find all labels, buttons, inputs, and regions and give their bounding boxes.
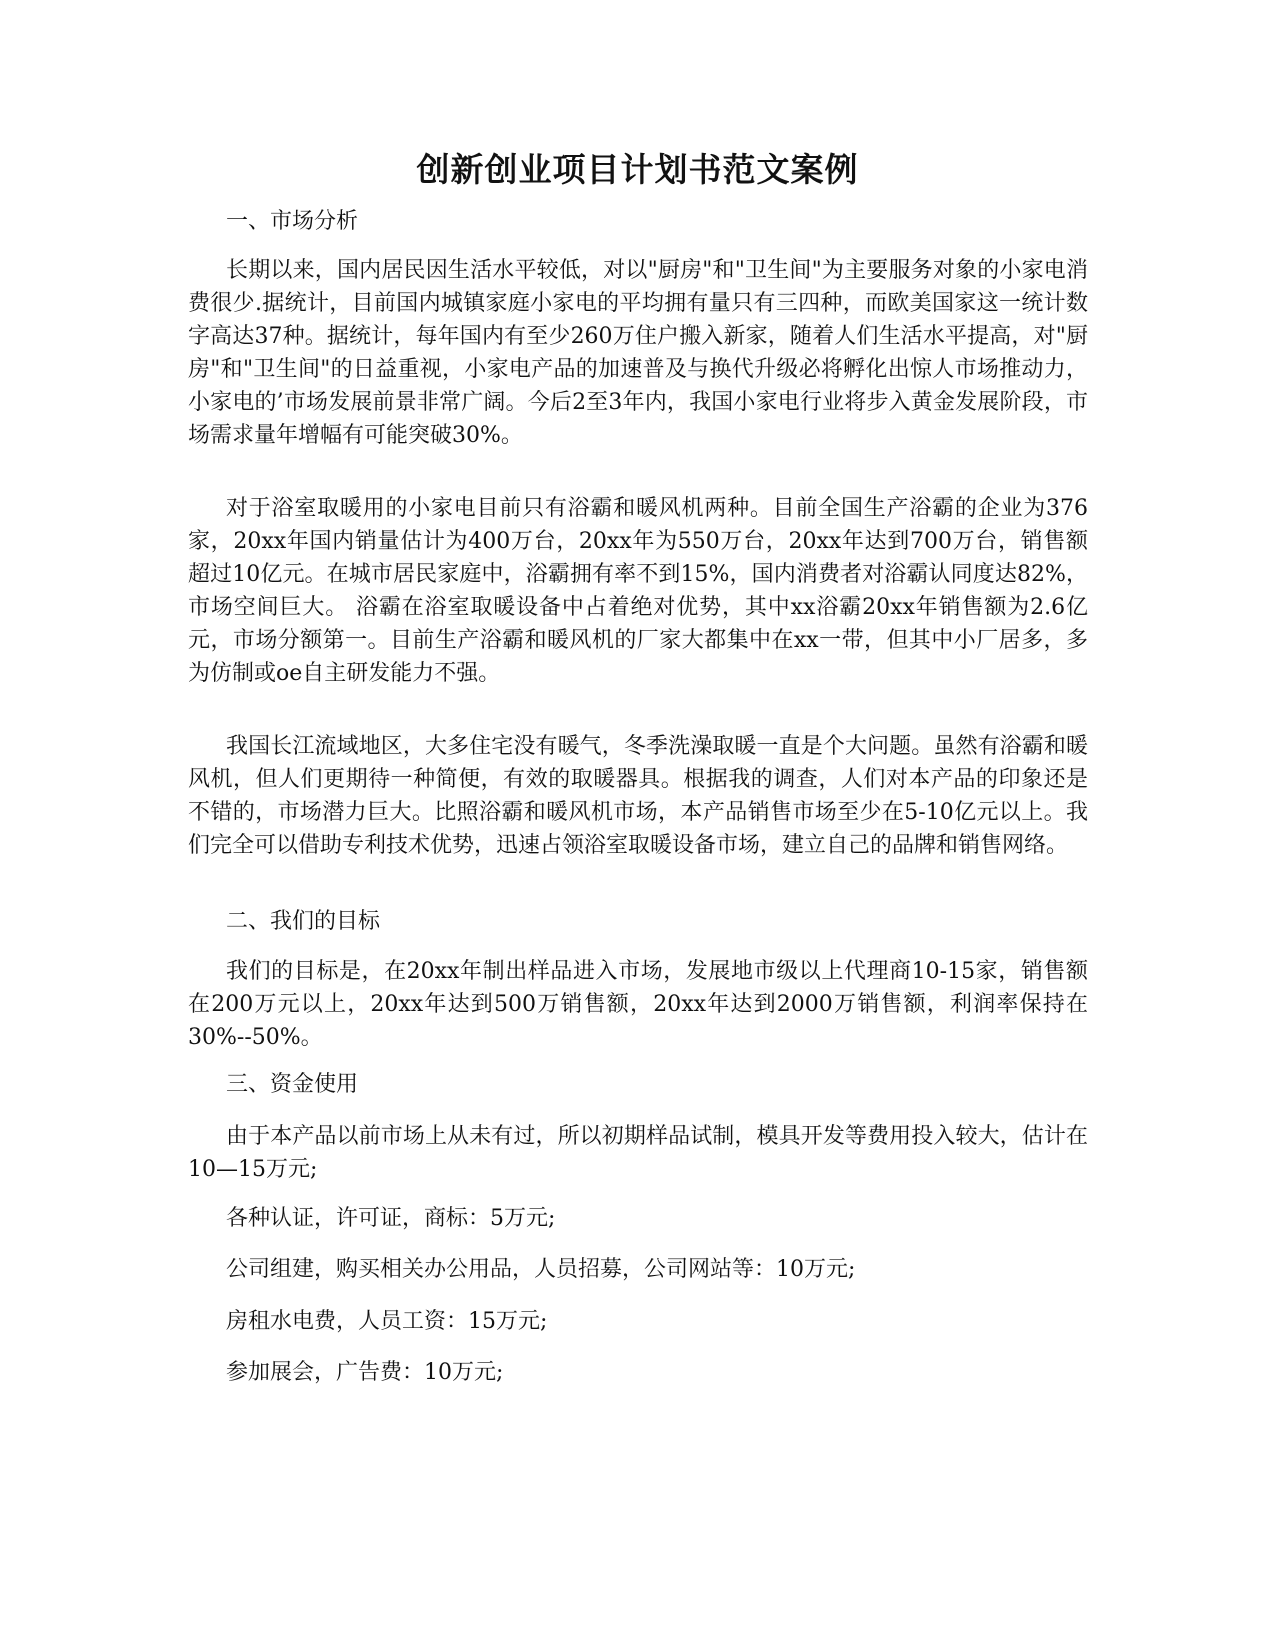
- paragraph-rent-salary-costs: 房租水电费，人员工资：15万元;: [226, 1309, 548, 1334]
- paragraph-company-setup-costs: 公司组建，购买相关办公用品，人员招募，公司网站等：10万元;: [226, 1257, 856, 1282]
- paragraph-sample-costs: 由于本产品以前市场上从未有过，所以初期样品试制，模具开发等费用投入较大，估计在10—15万元;: [188, 1124, 1088, 1182]
- paragraph-exhibition-ad-costs: 参加展会，广告费：10万元;: [226, 1360, 504, 1385]
- paragraph-goals: 我们的目标是，在20xx年制出样品进入市场，发展地市级以上代理商10-15家，销售额在200万元以上，20xx年达到500万销售额，20xx年达到2000万销售额，利润率保持在30%--50%。: [188, 959, 1088, 1050]
- paragraph-certification-costs: 各种认证，许可证，商标：5万元;: [226, 1206, 556, 1231]
- section-heading-market-analysis: 一、市场分析: [226, 209, 359, 234]
- paragraph-yangtze-market-potential: 我国长江流域地区，大多住宅没有暖气，冬季洗澡取暖一直是个大问题。虽然有浴霸和暖风机，但人们更期待一种简便，有效的取暖器具。根据我的调查，人们对本产品的印象还是不错的，市场潜力巨大。比照浴霸和暖风机市场，本产品销售市场至少在5-10亿元以上。我们完全可以借助专利技术优势，迅速占领浴室取暖设备市场，建立自己的品牌和销售网络。: [188, 734, 1088, 858]
- section-heading-fund-usage: 三、资金使用: [226, 1072, 359, 1097]
- paragraph-bath-heating-market: 对于浴室取暖用的小家电目前只有浴霸和暖风机两种。目前全国生产浴霸的企业为376家，20xx年国内销量估计为400万台，20xx年为550万台，20xx年达到700万台，销售额超过10亿元。在城市居民家庭中，浴霸拥有率不到15%，国内消费者对浴霸认同度达82%，市场空间巨大。 浴霸在浴室取暖设备中占着绝对优势，其中xx浴霸20xx年销售额为2.6亿元，市场分额第一。目前生产浴霸和暖风机的厂家大都集中在xx一带，但其中小厂居多，多为仿制或oe自主研发能力不强。: [188, 496, 1088, 686]
- paragraph-market-overview: 长期以来，国内居民因生活水平较低，对以"厨房"和"卫生间"为主要服务对象的小家电消费很少.据统计，目前国内城镇家庭小家电的平均拥有量只有三四种，而欧美国家这一统计数字高达37种。据统计，每年国内有至少260万住户搬入新家，随着人们生活水平提高，对"厨房"和"卫生间"的日益重视，小家电产品的加速普及与换代升级必将孵化出惊人市场推动力，小家电的’市场发展前景非常广阔。今后2至3年内，我国小家电行业将步入黄金发展阶段，市场需求量年增幅有可能突破30%。: [188, 258, 1088, 448]
- section-heading-our-goals: 二、我们的目标: [226, 909, 381, 934]
- document-title: 创新创业项目计划书范文案例: [416, 150, 859, 189]
